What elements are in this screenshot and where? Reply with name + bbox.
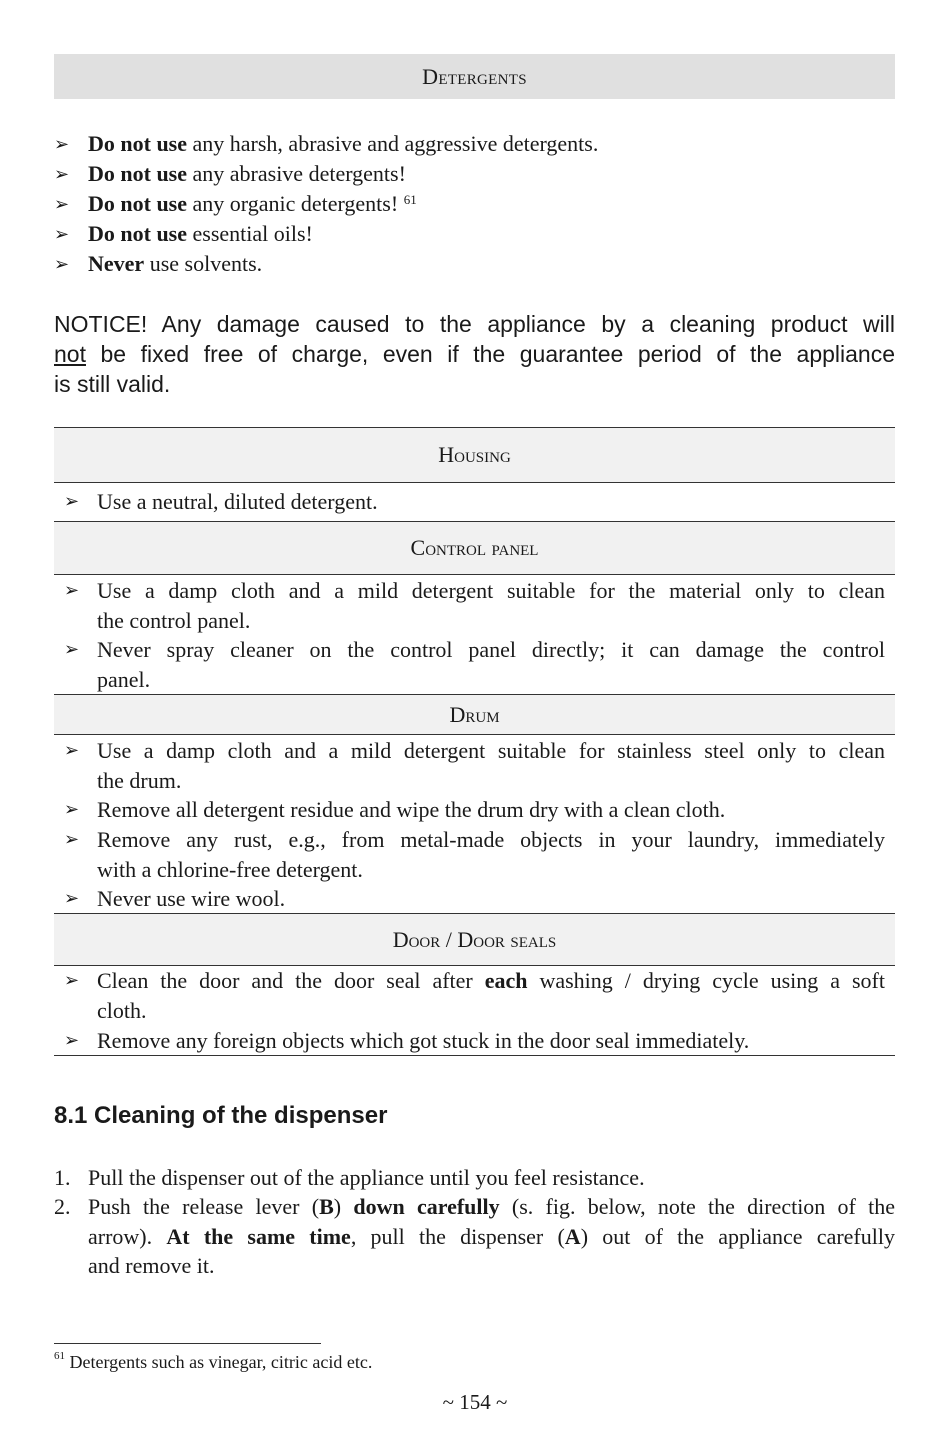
- row-text: Clean the door and the door seal after: [97, 968, 485, 993]
- bullet-bold: Do not use: [88, 161, 188, 186]
- step-text-part: and remove it.: [88, 1253, 215, 1278]
- step-number: 2.: [54, 1194, 71, 1219]
- arrow-bullet-icon: ➢: [64, 639, 80, 659]
- arrow-bullet-icon: ➢: [64, 1030, 80, 1050]
- arrow-bullet-icon: ➢: [64, 888, 80, 908]
- bullet-bold: Do not use: [88, 131, 188, 156]
- notice-line-3: is still valid.: [54, 371, 171, 397]
- notice-label: NOTICE!: [54, 311, 148, 337]
- row-text: Never use wire wool.: [97, 886, 286, 911]
- row-text: Remove any rust, e.g., from metal-made objects in your laundry, immediately: [97, 827, 885, 852]
- notice-line-1: [54, 309, 895, 339]
- row-text: Remove any foreign objects which got stuck in the door seal immediately.: [97, 1028, 750, 1053]
- row-text: Use a damp cloth and a mild detergent suitable for the material only to clean: [97, 578, 885, 603]
- step-bold: B: [319, 1194, 334, 1219]
- detergents-heading: Detergents: [54, 54, 895, 99]
- row-text: Use a damp cloth and a mild detergent suitable for stainless steel only to clean: [97, 738, 885, 763]
- row-text: the control panel.: [97, 607, 251, 633]
- row-text: Remove all detergent residue and wipe the drum dry with a clean cloth.: [97, 797, 726, 822]
- row-bold: each: [484, 968, 528, 993]
- arrow-bullet-icon: ➢: [54, 194, 70, 214]
- row-text: washing / drying cycle using a soft: [527, 968, 885, 993]
- row-text: cloth.: [97, 997, 147, 1023]
- arrow-bullet-icon: ➢: [54, 164, 70, 184]
- row-text: Never spray cleaner on the control panel directly; it can damage the control: [97, 637, 885, 662]
- notice-text: be fixed free of charge, even if the guarantee period of the appliance: [85, 341, 895, 367]
- row-text: panel.: [97, 666, 151, 692]
- arrow-bullet-icon: ➢: [64, 740, 80, 760]
- step-text-part: Push the release lever (: [88, 1194, 320, 1219]
- table-rule: [54, 1055, 895, 1056]
- step-bold: A: [564, 1223, 581, 1249]
- step-number: 1.: [54, 1165, 71, 1190]
- section-title: 8.1 Cleaning of the dispenser: [54, 1102, 388, 1129]
- page-number: ~ 154 ~: [442, 1390, 508, 1414]
- step-text-part: (s. fig. below, note the direction of the: [499, 1194, 896, 1219]
- footnote-ref[interactable]: 61: [403, 192, 417, 207]
- bullet-text: use solvents.: [144, 251, 263, 276]
- arrow-bullet-icon: ➢: [64, 580, 80, 600]
- footnote-rule: [54, 1343, 321, 1344]
- footnote-text: Detergents such as vinegar, citric acid etc.: [65, 1352, 373, 1372]
- arrow-bullet-icon: ➢: [64, 829, 80, 849]
- step-bold: down carefully: [353, 1194, 500, 1219]
- notice-paragraph: [54, 309, 895, 399]
- footnote-number: 61: [54, 1350, 65, 1362]
- arrow-bullet-icon: ➢: [54, 254, 70, 274]
- step-text: [88, 1192, 895, 1281]
- bullet-text: any organic detergents!: [187, 191, 404, 216]
- bullet-text: essential oils!: [187, 221, 313, 246]
- bullet-bold: Do not use: [88, 191, 188, 216]
- drum-heading: Drum: [54, 695, 895, 734]
- step-text-part: ): [333, 1194, 354, 1219]
- arrow-bullet-icon: ➢: [64, 491, 80, 511]
- arrow-bullet-icon: ➢: [64, 970, 80, 990]
- bullet-bold: Never: [88, 251, 145, 276]
- step-text-part: , pull the dispenser (: [350, 1223, 565, 1249]
- step-text-part: arrow).: [88, 1223, 167, 1249]
- step-text-part: ) out of the appliance carefully: [580, 1223, 895, 1249]
- row-text: with a chlorine-free detergent.: [97, 856, 363, 882]
- step-text: Pull the dispenser out of the appliance until you feel resistance.: [88, 1165, 645, 1190]
- notice-underlined: not: [54, 341, 86, 367]
- notice-text: Any damage caused to the appliance by a cleaning product will: [147, 311, 895, 337]
- row-text: the drum.: [97, 767, 182, 793]
- arrow-bullet-icon: ➢: [54, 224, 70, 244]
- footnote: [54, 1352, 372, 1373]
- notice-line-2: [54, 339, 895, 369]
- table-rule: [54, 734, 895, 735]
- table-rule: [54, 574, 895, 575]
- control-panel-heading: Control panel: [54, 522, 895, 574]
- arrow-bullet-icon: ➢: [64, 799, 80, 819]
- step-bold: At the same time: [166, 1223, 351, 1249]
- bullet-text: any harsh, abrasive and aggressive detergents.: [187, 131, 599, 156]
- table-rule: [54, 482, 895, 483]
- bullet-bold: Do not use: [88, 221, 188, 246]
- row-text: Use a neutral, diluted detergent.: [97, 489, 378, 514]
- bullet-text: any abrasive detergents!: [187, 161, 406, 186]
- housing-heading: Housing: [54, 428, 895, 482]
- arrow-bullet-icon: ➢: [54, 134, 70, 154]
- door-heading: Door / Door seals: [54, 914, 895, 965]
